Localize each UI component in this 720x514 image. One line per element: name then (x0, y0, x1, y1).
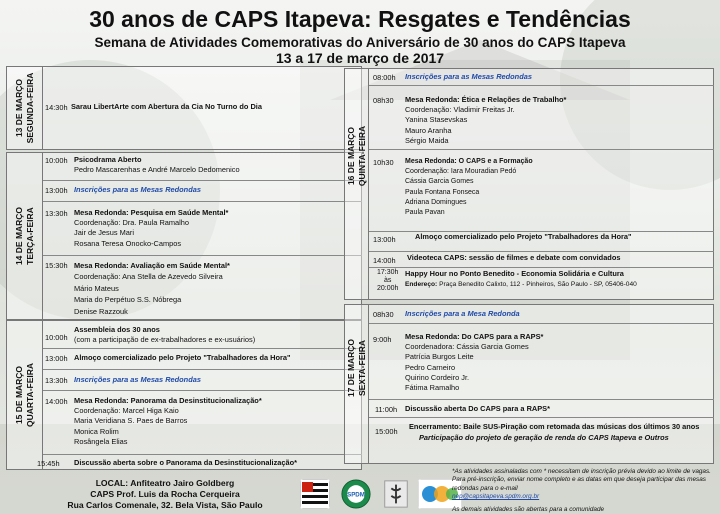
event-time: 13:30h (45, 209, 68, 218)
day-header-14 (7, 153, 43, 319)
page-subtitle: Semana de Atividades Comemorativas do Aniversário de 30 anos do CAPS Itapeva (94, 35, 626, 50)
logos (300, 476, 462, 512)
day-date: 14 DE MARÇO (13, 206, 24, 266)
location-place: CAPS Prof. Luis da Rocha Cerqueira (90, 489, 240, 499)
day-date: 15 DE MARÇO (13, 365, 24, 425)
caps-logo (382, 479, 410, 509)
event-time: 14:00h (373, 256, 396, 265)
sp-state-logo (300, 479, 330, 509)
day-weekday: QUARTA-FEIRA (24, 362, 35, 428)
event-title: Discussão aberta sobre o Panorama da Desinstitucionalização* (74, 458, 298, 467)
event-title: Almoço comercializado pelo Projeto "Trabalhadores da Hora" (74, 353, 291, 362)
event-time: 13:00h (45, 354, 68, 363)
page-dates: 13 a 17 de março de 2017 (275, 50, 445, 66)
day-block-13 (6, 66, 362, 150)
event-block: Mesa Redonda: O CAPS e a Formação Coordenação: Iara Mouradian Pedó Cássia Garcia Gomes Paula Fontana Fonseca Adriana Domingues Paula Pavan (405, 158, 533, 217)
event-title: Inscrições para a Mesa Redonda (405, 309, 520, 318)
event-time: 17:30h às 20:00h (377, 269, 399, 292)
day-block-17 (344, 304, 714, 464)
day-header-17 (345, 305, 369, 463)
event-title: Videoteca CAPS: sessão de filmes e debate com convidados (407, 253, 621, 262)
event-title: Almoço comercializado pelo Projeto "Trabalhadores da Hora" (415, 232, 632, 241)
event-block: Mesa Redonda: Pesquisa em Saúde Mental* Coordenação: Dra. Paula Ramalho Jair de Jesus Mari Rosana Teresa Onocko-Campos (74, 208, 229, 248)
event-title: Inscrições para as Mesas Redondas (74, 375, 201, 384)
spdm-logo-text: SPDM (347, 491, 365, 499)
event-title: Discussão aberta Do CAPS para a RAPS* (405, 404, 550, 413)
spdm-logo (338, 479, 374, 509)
event-block: Mesa Redonda: Panorama da Desinstitucionalização* Coordenação: Marcel Higa Kaio Maria Veridiana S. Paes de Barros Monica Rolim Rosângela Elias (74, 396, 262, 446)
day-weekday: QUINTA-FEIRA (356, 126, 367, 187)
event-block: Mesa Redonda: Ética e Relações de Trabalho* Coordenação: Vladimir Freitas Jr. Yanina Stasevskas Mauro Aranha Sérgio Maida (405, 95, 567, 145)
event-time: 15:30h (45, 261, 68, 270)
day-weekday: SEXTA-FEIRA (356, 340, 367, 397)
email-link[interactable]: nep@capsitapeva.spdm.org.br (452, 493, 540, 501)
day-block-16 (344, 68, 714, 300)
event-block: Mesa Redonda: Avaliação em Saúde Mental* Coordenação: Ana Stella de Azevedo Silveira Mário Mateus Maria do Perpétuo S.S. Nóbrega Denise Razzouk (74, 261, 230, 316)
day-date: 16 DE MARÇO (345, 127, 356, 186)
registration-note: *As atividades assinaladas com * necessitam de inscrição prévia devido ao limite de vagas. Para pré-inscrição, enviar nome completo e as datas em que deseja participar das mesas redondas para o e-mail nep@capsitapeva.spdm.org.br As demais atividades são abertas para a comunidade (452, 468, 711, 513)
event-block: Happy Hour no Ponto Benedito - Economia Solidária e Cultura Endereço: Praça Benedito Calixto, 112 - Pinheiros, São Paulo - SP, 05406-040 (405, 269, 637, 289)
event-time: 13:30h (45, 376, 68, 385)
event-time: 13:00h (45, 186, 68, 195)
event-time: 08h30 (373, 310, 394, 319)
event-time: 9:00h (373, 335, 392, 344)
event-time: 08:00h (373, 73, 396, 82)
day-weekday: TERÇA-FEIRA (24, 207, 35, 265)
day-date: 17 DE MARÇO (345, 339, 356, 398)
event-time: 13:00h (373, 235, 396, 244)
event-time: 15:00h (375, 427, 398, 436)
event-time: 10h30 (373, 158, 394, 167)
location-address: Rua Carlos Comenale, 32. Bela Vista, São Paulo (67, 500, 263, 510)
day-block-14 (6, 152, 362, 320)
location-info (40, 478, 290, 511)
event-block: Assembleia dos 30 anos (com a participação de ex-trabalhadores e ex-usuários) (74, 325, 256, 345)
event-block: Psicodrama Aberto Pedro Mascarenhas e André Marcelo Dedomenico (74, 155, 240, 175)
event-block: Encerramento: Baile SUS-Piração com retomada das músicas dos últimos 30 anos Participação do projeto de geração de renda do CAPS Itapeva e Outros (409, 422, 700, 442)
day-header-15 (7, 321, 43, 469)
page-title: 30 anos de CAPS Itapeva: Resgates e Tendências (89, 6, 631, 32)
day-date: 13 DE MARÇO (13, 78, 24, 138)
day-header-16 (345, 69, 369, 299)
event-time: 14:00h (45, 397, 68, 406)
day-weekday: SEGUNDA-FEIRA (24, 72, 35, 144)
event-time: 08h30 (373, 96, 394, 105)
location-title: LOCAL: Anfiteatro Jairo Goldberg (95, 478, 235, 488)
event-time: 15:45h (37, 459, 60, 468)
event-time: 10:00h (45, 156, 68, 165)
day-block-15 (6, 320, 362, 470)
event-title: Inscrições para as Mesas Redondas (405, 72, 532, 81)
event-title: Inscrições para as Mesas Redondas (74, 185, 201, 194)
event-time: 11:00h (375, 405, 398, 414)
event-title: Sarau LibertArte com Abertura da Cia No Turno do Dia (71, 102, 262, 111)
event-time: 14:30h (45, 103, 68, 112)
event-block: Mesa Redonda: Do CAPS para a RAPS* Coordenadora: Cássia Garcia Gomes Patrícia Burgos Leite Pedro Carneiro Quirino Cordeiro Jr. Fátima Ramalho (405, 332, 544, 393)
event-time: 10:00h (45, 333, 68, 342)
day-header-13 (7, 67, 43, 149)
